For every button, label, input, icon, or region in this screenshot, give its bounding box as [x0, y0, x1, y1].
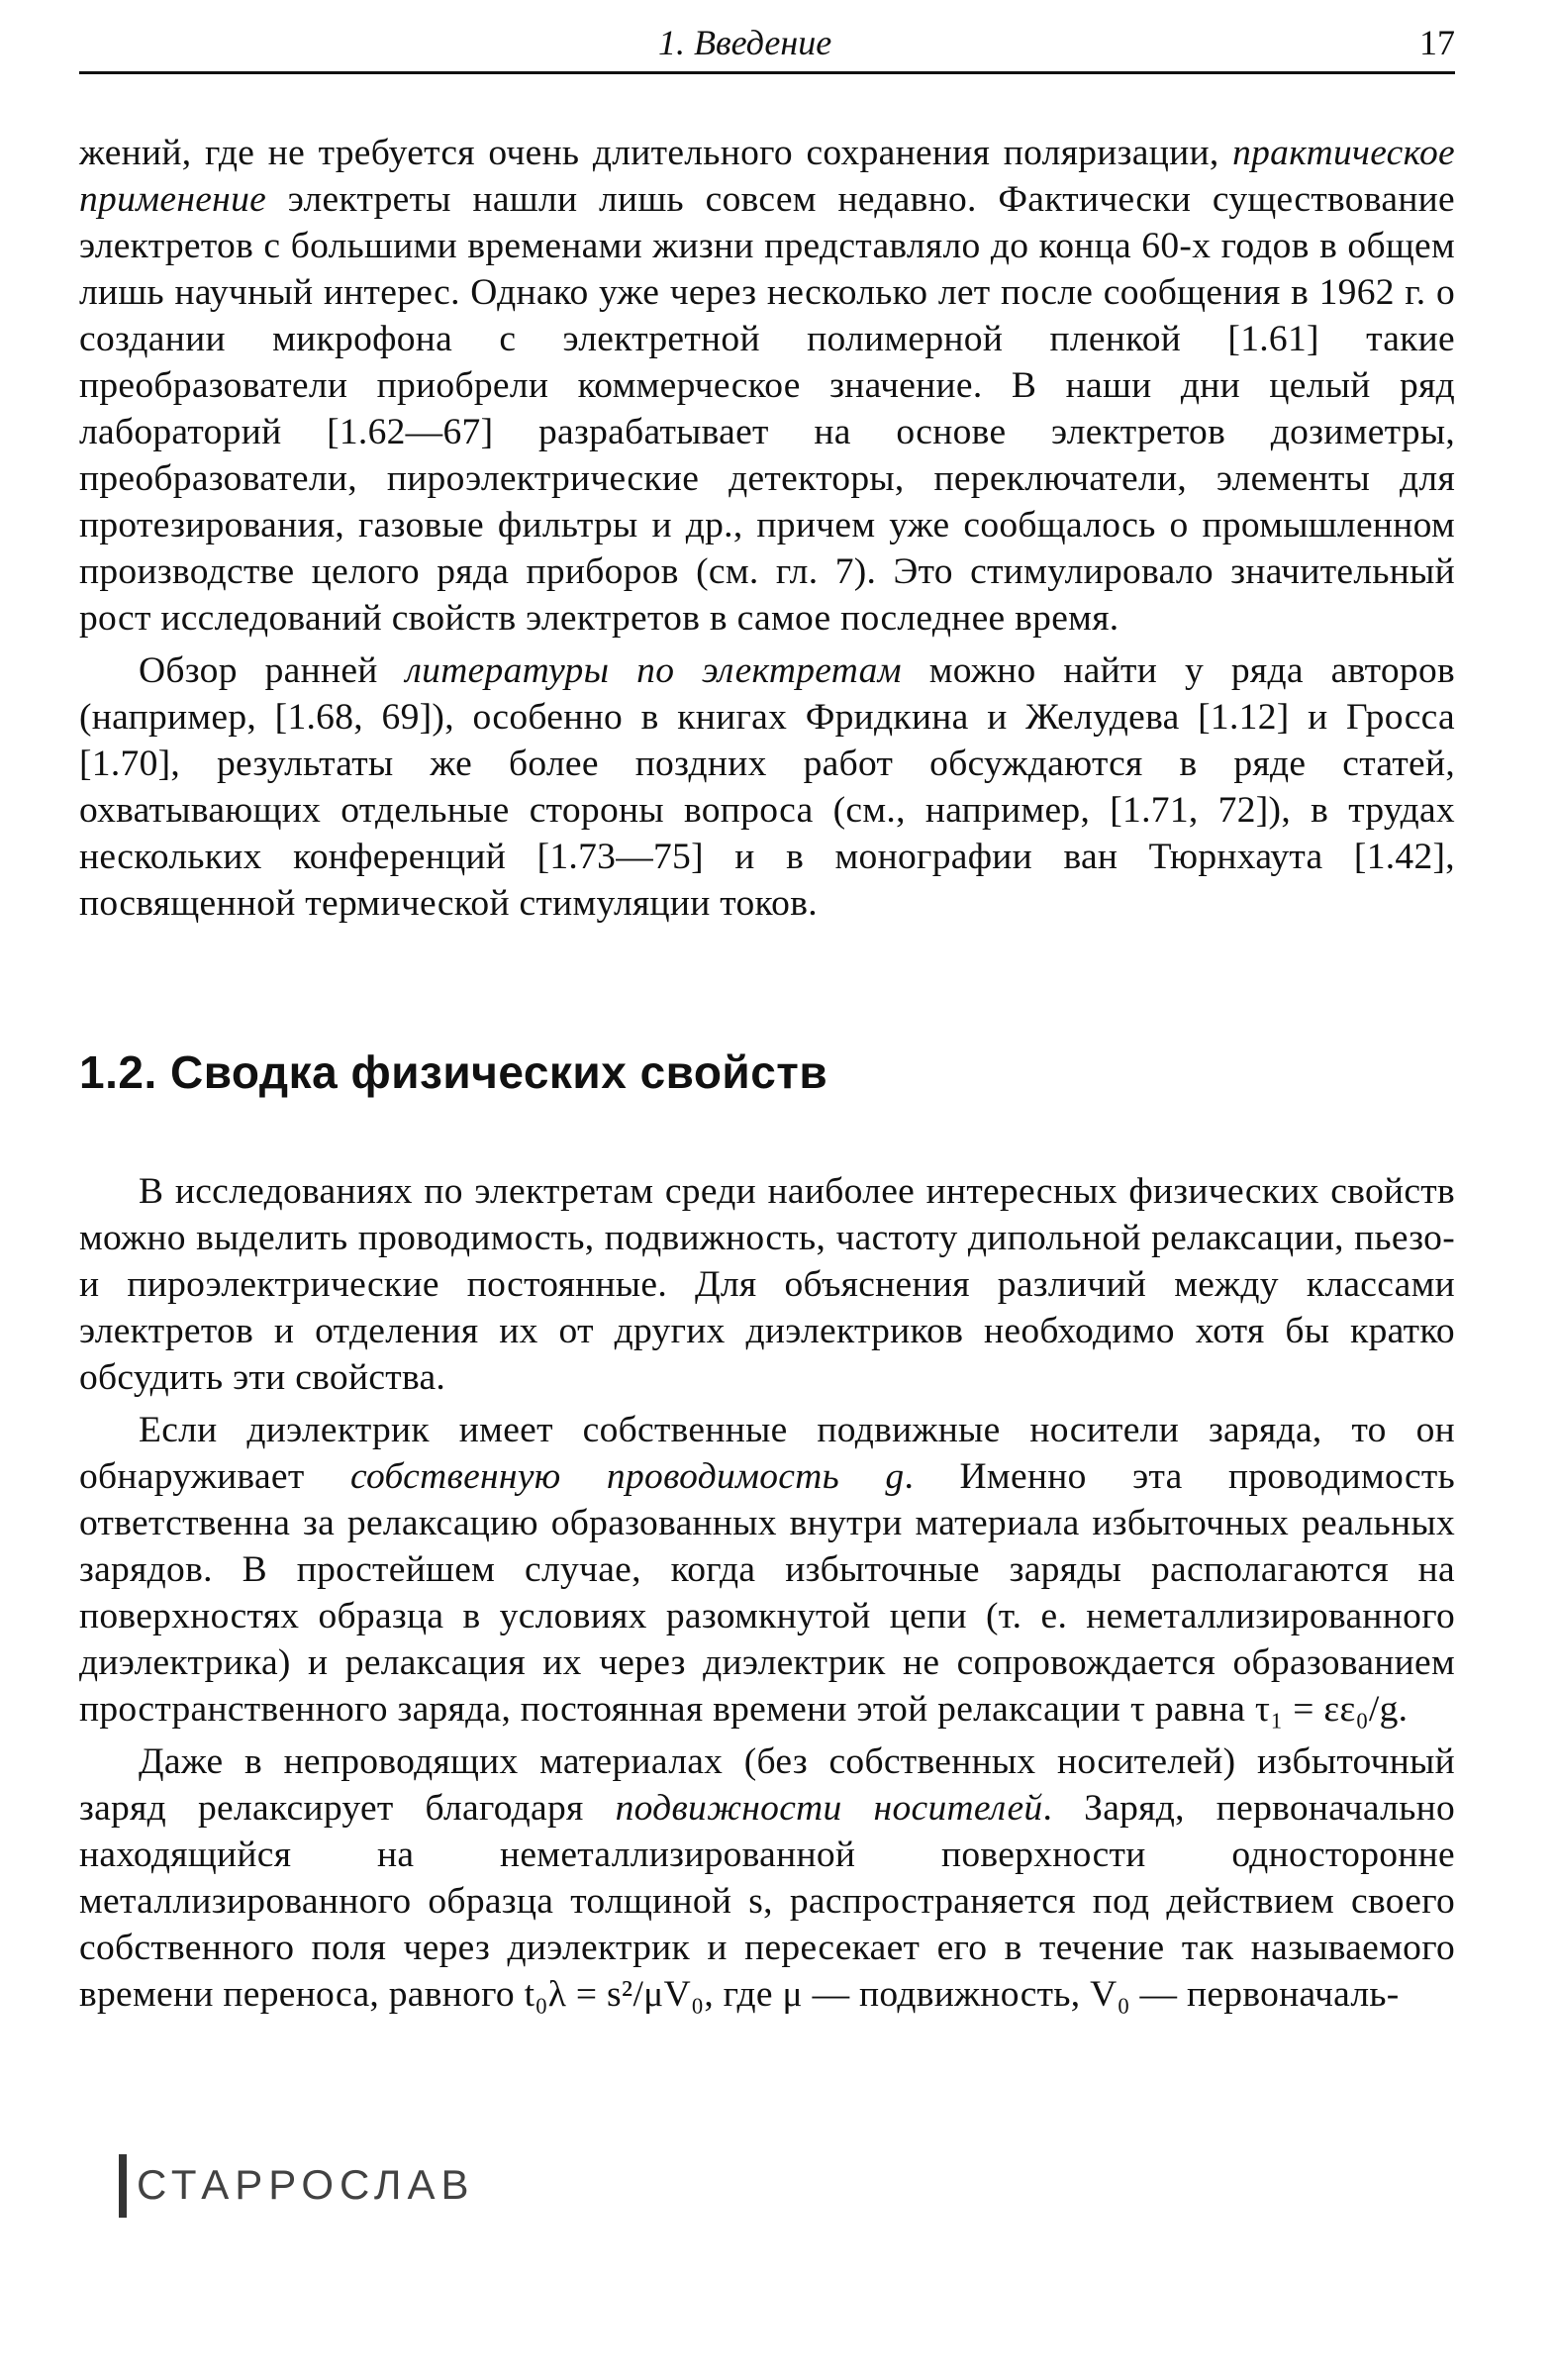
chapter-title: 1. Введение: [658, 23, 832, 62]
text-run: жений, где не требуется очень длительного сохранения поляризации,: [79, 133, 1233, 173]
text-run: В исследованиях по электретам среди наиболее интересных физических свойств можно выделить проводимость, подвижность, частоту дипольной релаксации, пьезо- и пироэлектрические постоянные. Для объяснения различий между классами электретов и отделения их от других диэлектриков необходимо хотя бы кратко обсудить эти свойства.: [79, 1171, 1455, 1398]
library-stamp: СТАРРОСЛАВ: [119, 2154, 750, 2218]
intro-text: [79, 130, 1455, 927]
text-run: Даже в непроводящих материалах (без собственных носителей) избыточный заряд релаксирует благодаря: [79, 1741, 1455, 1829]
italic-term: практическое применение: [79, 133, 1455, 220]
paragraph: [79, 1407, 1455, 1733]
text-run: электреты нашли лишь совсем недавно. Фактически существование электретов с большими временами жизни представляло до конца 60-х годов в общем лишь научный интерес. Однако уже через несколько лет после сообщения в 1962 г. о создании микрофона с электретной полимерной пленкой [1.61] такие преобразователи приобрели коммерческое значение. В наши дни целый ряд лабораторий [1.62—67] разрабатывает на основе электретов дозиметры, преобразователи, пироэлектрические детекторы, переключатели, элементы для протезирования, газовые фильтры и др., причем уже сообщалось о промышленном производстве целого ряда приборов (см. гл. 7). Это стимулировало значительный рост исследований свойств электретов в самое последнее время.: [79, 179, 1455, 639]
italic-term: подвижности носителей: [615, 1788, 1043, 1829]
italic-term: литературы по электретам: [405, 650, 902, 691]
book-page: [79, 20, 1455, 2018]
text-run: можно найти у ряда авторов (например, [1.68, 69]), особенно в книгах Фридкина и Желудева [1.12] и Гросса [1.70], результаты же более поздних работ обсуждаются в ряде статей, охватывающих отдельные стороны вопроса (см., например, [1.71, 72]), в трудах нескольких конференций [1.73—75] и в монографии ван Тюрнхаута [1.42], посвященной термической стимуляции токов.: [79, 650, 1455, 924]
text-run: Обзор ранней: [139, 650, 406, 691]
section-text: [79, 1168, 1455, 2018]
paragraph: [79, 130, 1455, 642]
paragraph: [79, 1738, 1455, 2018]
text-run: . Именно эта проводимость ответственна за релаксацию образованных внутри материала избыточных реальных зарядов. В простейшем случае, когда избыточные заряды располагаются на поверхностях образца в условиях разомкнутой цепи (т. е. неметаллизированного диэлектрика) и релаксация их через диэлектрик не сопровождается образованием пространственного заряда, постоянная времени этой релаксации τ равна τ₁ = εε₀/g.: [79, 1456, 1455, 1730]
text-run: Если диэлектрик имеет собственные подвижные носители заряда, то он обнаруживает: [79, 1410, 1455, 1497]
text-run: . Заряд, первоначально находящийся на неметаллизированной поверхности односторонне металлизированного образца толщиной s, распространяется под действием своего собственного поля через диэлектрик и пересекает его в течение так называемого времени переноса, равного t₀λ = s²/μV₀, где μ — подвижность, V₀ — первоначаль-: [79, 1788, 1456, 2015]
paragraph: [79, 1168, 1455, 1401]
paragraph: [79, 647, 1455, 927]
section-heading: 1.2. Сводка физических свойств: [79, 1046, 828, 1098]
page-number: 17: [1419, 23, 1455, 62]
italic-term: собственную проводимость g: [349, 1456, 905, 1497]
running-header: [79, 20, 1455, 74]
